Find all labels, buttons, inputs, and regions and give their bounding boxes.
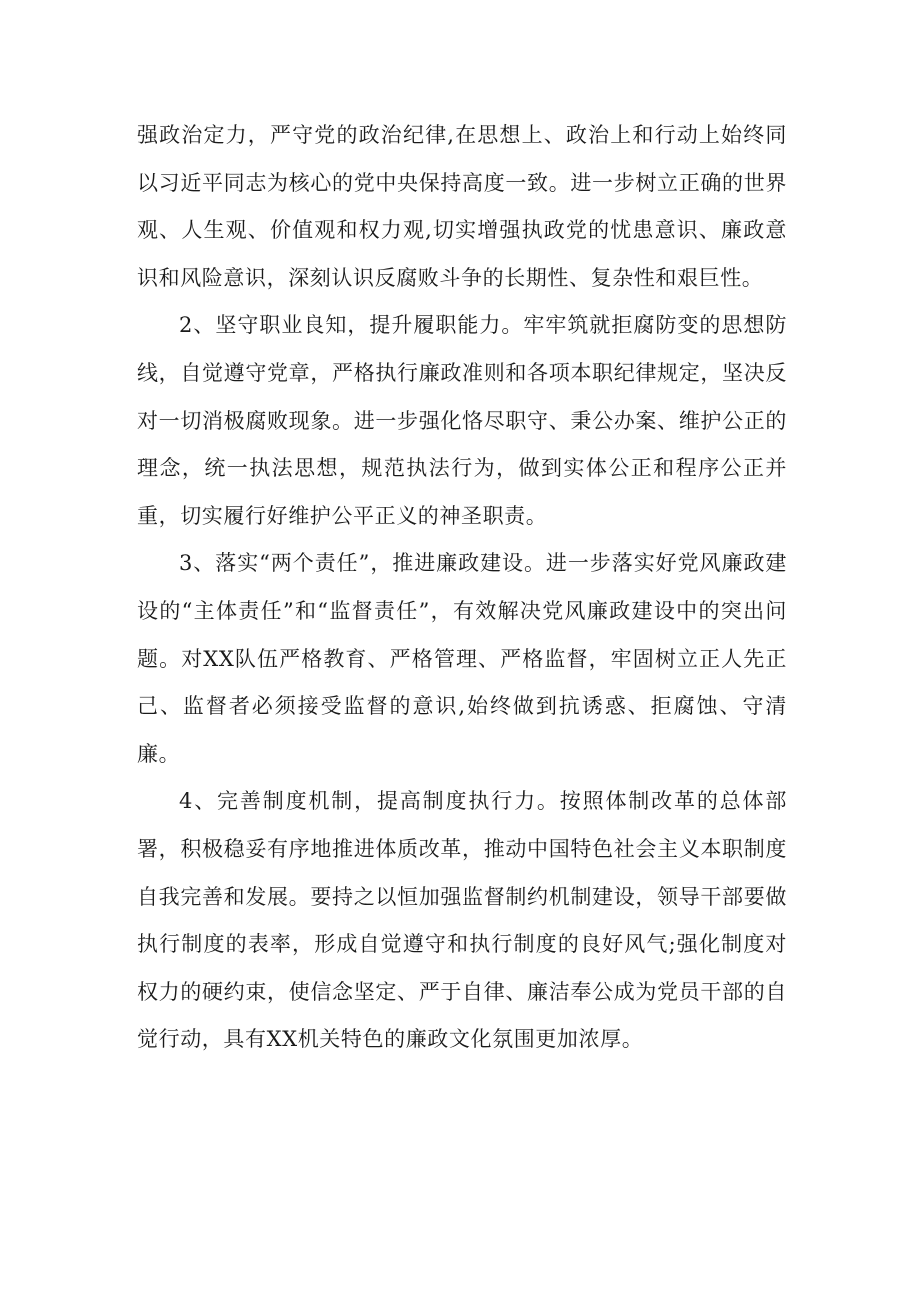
body-text — [137, 112, 787, 1064]
paragraph-item-3: 3、落实“两个责任”，推进廉政建设。进一步落实好党风廉政建设的“主体责任”和“监督责任”，有效解决党风廉政建设中的突出问题。对XX队伍严格教育、严格管理、严格监督，牢固树立正人先正己、监督者必须接受监督的意识,始终做到抗诱惑、拒腐蚀、守清廉。 — [137, 551, 787, 766]
paragraph-item-2: 2、坚守职业良知，提升履职能力。牢牢筑就拒腐防变的思想防线，自觉遵守党章，严格执行廉政准则和各项本职纪律规定，坚决反对一切消极腐败现象。进一步强化恪尽职守、秉公办案、维护公正的理念，统一执法思想，规范执法行为，做到实体公正和程序公正并重，切实履行好维护公平正义的神圣职责。 — [137, 313, 787, 528]
paragraph-continued: 强政治定力，严守党的政治纪律,在思想上、政治上和行动上始终同以习近平同志为核心的党中央保持高度一致。进一步树立正确的世界观、人生观、价值观和权力观,切实增强执政党的忧患意识、廉政意识和风险意识，深刻认识反腐败斗争的长期性、复杂性和艰巨性。 — [137, 123, 787, 290]
paragraph-item-4: 4、完善制度机制，提高制度执行力。按照体制改革的总体部署，积极稳妥有序地推进体质改革，推动中国特色社会主义本职制度自我完善和发展。要持之以恒加强监督制约机制建设，领导干部要做执行制度的表率，形成自觉遵守和执行制度的良好风气;强化制度对权力的硬约束，使信念坚定、严于自律、廉洁奉公成为党员干部的自觉行动，具有XX机关特色的廉政文化氛围更加浓厚。 — [137, 789, 787, 1052]
